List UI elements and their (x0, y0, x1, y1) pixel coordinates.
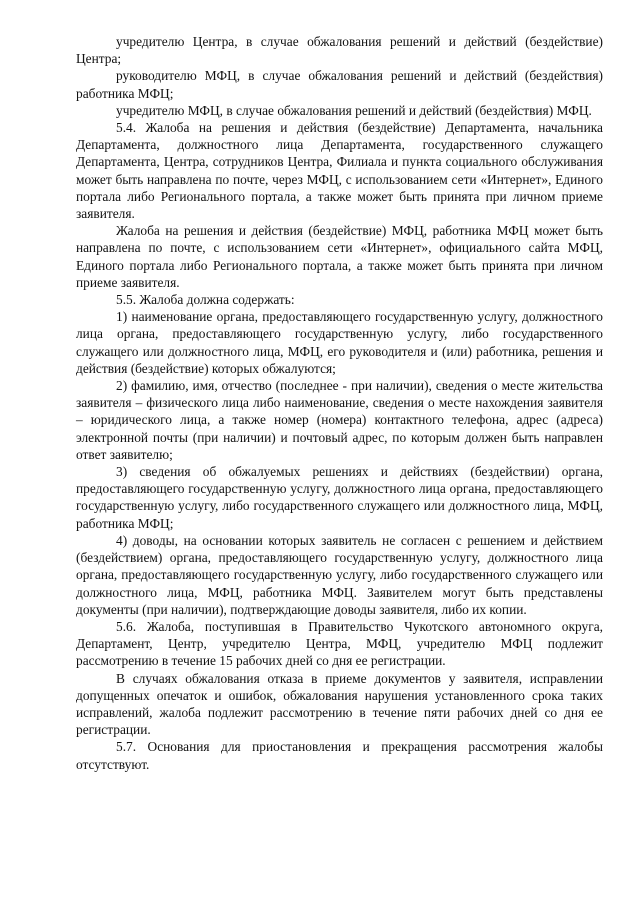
paragraph-5-5: 5.5. Жалоба должна содержать: (116, 292, 295, 308)
list-item-3: 3) сведения об обжалуемых решениях и действиях (бездействии) органа, предоставляющего государственную услугу, должностного лица органа, предоставляющего государственную услугу, либо государственного служащего или должностного лица, МФЦ, работника МФЦ; (76, 464, 603, 531)
paragraph-founder-mfc: учредителю МФЦ, в случае обжалования решений и действий (бездействия) МФЦ. (116, 102, 592, 118)
paragraph-head-mfc: руководителю МФЦ, в случае обжалования решений и действий (бездействия) работника МФЦ; (76, 68, 603, 101)
list-item-1: 1) наименование органа, предоставляющего государственную услугу, должностного лица органа, предоставляющего государственную услугу, либо государственного служащего или должностного лица, МФЦ, его руководителя и (или) работника, решения и действия (бездействие) которых обжалуются; (76, 309, 603, 376)
paragraph-refusal-cases: В случаях обжалования отказа в приеме документов у заявителя, исправлении допущенных опечаток и ошибок, обжалования нарушения установленного срока таких исправлений, жалоба подлежит рассмотрению в течение пяти рабочих дней со дня ее регистрации. (76, 670, 603, 738)
paragraph-5-4: 5.4. Жалоба на решения и действия (бездействие) Департамента, начальника Департамента, должностного лица Департамента, государственного служащего Департамента, Центра, сотрудников Центра, Филиала и пункта социального обслуживания может быть направлена по почте, через МФЦ, с использованием сети «Интернет», Единого портала либо Регионального портала, а также может быть принята при личном приеме заявителя. (76, 120, 603, 222)
paragraph-5-6: 5.6. Жалоба, поступившая в Правительство Чукотского автономного округа, Департамент, Центр, учредителю Центра, МФЦ, учредителю МФЦ подлежит рассмотрению в течение 15 рабочих дней со дня ее регистрации. (76, 618, 603, 669)
list-item-2: 2) фамилию, имя, отчество (последнее - при наличии), сведения о месте жительства заявителя – физического лица либо наименование, сведения о месте нахождения заявителя – юридического лица, а также номер (номера) контактного телефона, адрес (адреса) электронной почты (при наличии) и почтовый адрес, по которым должен быть направлен ответ заявителю; (76, 378, 603, 462)
document-page (76, 33, 603, 773)
paragraph-mfc-complaint: Жалоба на решения и действия (бездействие) МФЦ, работника МФЦ может быть направлена по почте, с использованием сети «Интернет», официального сайта МФЦ, Единого портала либо Регионального портала, а также может быть принята при личном приеме заявителя. (76, 223, 603, 290)
paragraph-5-7: 5.7. Основания для приостановления и прекращения рассмотрения жалобы отсутствуют. (76, 739, 603, 772)
paragraph-founder-center: учредителю Центра, в случае обжалования решений и действий (бездействие) Центра; (76, 34, 603, 67)
list-item-4: 4) доводы, на основании которых заявитель не согласен с решением и действием (бездействием) органа, предоставляющего государственную услугу, должностного лица органа, предоставляющего государственную услугу, либо государственного служащего или должностного лица, МФЦ, работника МФЦ. Заявителем могут быть представлены документы (при наличии), подтверждающие доводы заявителя, либо их копии. (76, 532, 603, 617)
